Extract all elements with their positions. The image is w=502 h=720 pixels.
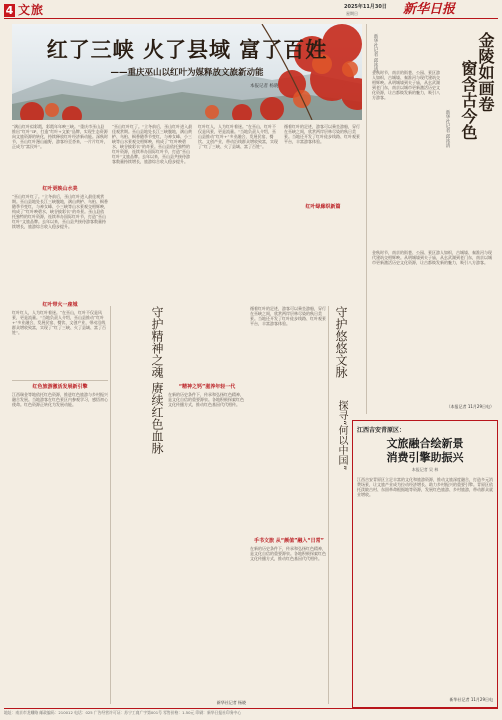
left-intro-text: “满山红叶似彩霞，彩霞年年映三峡。”重庆市巫山县推出“红叶”IP，打造“红叶+文旅”品牌，实现生态资源向文旅资源的转化，持续释放红叶经济新动能。深秋时节，巫山红叶漫山遍野，游客纷至沓来，一片片红叶，正成为“富民叶”。 bbox=[12, 124, 108, 149]
culture-vertical-title-2: 探寻“何以中国” bbox=[336, 400, 347, 471]
right-article-text-lower: 金秋时节，南京的街巷、公园、景区游人如织，古城墙、秦淮河与现代建筑交相辉映。从明城墙到夫子庙，从玄武湖到老门东，南京以城市更新激活历史文化资源，让古都焕发新的魅力，吸引八方游客。 bbox=[372, 250, 492, 265]
left-article-col-2 bbox=[112, 124, 194, 304]
newspaper-logo: 新华日报 bbox=[403, 2, 456, 17]
left-col4-text: 循着红叶的足迹，游客可以乘坐游船，穿行在巫峡之间，欣赏两岸层林尽染的秋日美景。当地还开发了红叶徒步线路、红叶观景平台，丰富游客体验。 bbox=[284, 124, 360, 144]
right-article-credit: 新华社记者 邱冰清 bbox=[373, 34, 378, 72]
culture-vertical-title-1: 守护悠悠文脉 bbox=[334, 306, 348, 378]
right-article-text: 金秋时节，南京的街巷、公园、景区游人如织，古城墙、秦淮河与现代建筑交相辉映。从明城墙到夫子庙，从玄武湖到老门东，南京以城市更新激活历史文化资源，让古都焕发新的魅力，吸引八方游客。 bbox=[372, 70, 440, 100]
column-divider-mid bbox=[110, 306, 111, 704]
column-divider-right bbox=[328, 306, 329, 704]
lead-photo bbox=[12, 24, 362, 120]
lead-byline: 本报记者 杨晓 bbox=[250, 84, 279, 89]
subheading-red-tourism: 红色旅游激活发展新引擎 bbox=[32, 384, 88, 390]
red-tourism-text: 江西瑞金等地依托红色资源，推进红色旅游与乡村振兴融合发展。当地游客在红色景区内参观学习，感悟初心使命。红色资源正转化为发展动能。 bbox=[12, 392, 108, 407]
mid-col3-text: 在新的历史条件下，传承和弘扬红色精神，是文化自信的重要源泉。各地积极探索红色文化传播方式，推动红色基因代代相传。 bbox=[250, 546, 326, 561]
mid-col2-text: 循着红叶的足迹，游客可以乘坐游船，穿行在巫峡之间，欣赏两岸层林尽染的秋日美景。当地还开发了红叶徒步线路、红叶观景平台，丰富游客体验。 bbox=[250, 306, 326, 326]
lead-headline: 红了三峡 火了县域 富了百姓 bbox=[46, 37, 328, 62]
page-number: 4 bbox=[5, 4, 14, 17]
mid-article-col-2 bbox=[250, 306, 328, 536]
issue-weekday: 星期日 bbox=[346, 11, 358, 16]
left-col2-text: “巫山红叶红了。”立冬前后，巫山红叶进入最佳观赏期。巫山县地处长江三峡腹地，满山黄栌、乌桕、枫香随季节变红，与神女峰、小三峡等山水景观交相辉映，构成了“红叶映碧水，峡谷披彩衣”的奇景。巫山县依托独特的红叶资源，连续举办国际红叶节，打造“巫山红叶”文旅品牌。去年以来，巫山县共接待游客数量持续增长，旅游综合收入稳步提升。 bbox=[112, 124, 193, 164]
right-article-body-lower bbox=[372, 250, 494, 410]
boxed-article-title-1: 文旅融合绘新景 bbox=[386, 437, 464, 450]
subheading-city: 红叶带火一座城 bbox=[42, 302, 78, 308]
issue-date: 2025年11月30日 bbox=[344, 4, 387, 10]
left-col3-text: 红叶红人，人为红叶着迷。“在巫山，红叶不仅是风景，更是流量。”当地负责人介绍，巫山县推动“红叶+”多业融合，发展民宿、餐饮、文创产业，带动沿线群众增收致富，实现了“红了三峡、火了县域、富了百姓”。 bbox=[198, 124, 278, 149]
boxed-article-tag: 江西吉安青原区： bbox=[357, 427, 406, 434]
left-article-col-4 bbox=[284, 124, 362, 304]
right-article-endnote: （本报记者 11月29日电） bbox=[446, 404, 494, 409]
left-article-body-2 bbox=[12, 310, 108, 378]
subheading-red-leaves: 红叶更映山水美 bbox=[42, 186, 78, 192]
column-divider bbox=[366, 24, 367, 414]
left-article-col-3 bbox=[198, 124, 280, 304]
boxed-article-text: 江西吉安青原区立足丰富的文化和旅游资源，推动文旅深度融合，打造多元消费场景，让文旅产业成为拉动经济增长、助力乡村振兴的重要引擎。青原区依托渼陂古村、东固革命根据地等资源，发展红色旅游、乡村旅游，带动群众就业增收。 bbox=[357, 477, 493, 497]
rule-red-tourism bbox=[12, 380, 108, 381]
right-article-title-1: 金陵如画卷 bbox=[476, 32, 495, 112]
footer-info: 地址：南京市龙蟠路 邮政编码：210012 电话：025 广告经营许可证：苏宁工商广字第001号 零售价格：1.50元 印刷：新华日报社印务中心 bbox=[4, 710, 242, 715]
left-body-text-1: “巫山红叶红了。”立冬前后，巫山红叶进入最佳观赏期。巫山县地处长江三峡腹地，满山黄栌、乌桕、枫香随季节变红，与神女峰、小三峡等山水景观交相辉映，构成了“红叶映碧水，峡谷披彩衣”的奇景。巫山县依托独特的红叶资源，连续举办国际红叶节，打造“巫山红叶”文旅品牌。去年以来，巫山县共接待游客数量持续增长，旅游综合收入稳步提升。 bbox=[12, 194, 108, 229]
left-article-body-1 bbox=[12, 194, 108, 302]
header-rule bbox=[4, 18, 498, 19]
red-tourism-body bbox=[12, 392, 108, 702]
boxed-article-endnote: 新华社记者 11月29日电 bbox=[449, 697, 493, 702]
mid-article-col-3 bbox=[250, 546, 328, 702]
mid-article-byline: 新华社记者 杨晓 bbox=[216, 700, 246, 705]
lead-subheadline: ——重庆巫山以红叶为媒释放文旅新动能 bbox=[110, 68, 264, 78]
left-body-text-2: 红叶红人，人为红叶着迷。“在巫山，红叶不仅是风景，更是流量。”当地负责人介绍，巫山县推动“红叶+”多业融合，发展民宿、餐饮、文创产业，带动沿线群众增收致富，实现了“红了三峡、火了县域、富了百姓”。 bbox=[12, 310, 107, 335]
mid-vertical-title: 守护精神之魂 赓续红色血脉 bbox=[150, 306, 164, 454]
boxed-article-byline: 本报记者 吴 林 bbox=[411, 467, 439, 472]
footer-rule bbox=[4, 708, 498, 709]
subheading-green-corridor: 红叶绿廊织新篇 bbox=[305, 204, 341, 210]
boxed-article bbox=[352, 420, 498, 708]
mid-article-body bbox=[168, 392, 246, 698]
boxed-article-body bbox=[357, 477, 493, 697]
mid-article-text: 在新的历史条件下，传承和弘扬红色精神，是文化自信的重要源泉。各地积极探索红色文化传播方式，推动红色基因代代相传。 bbox=[168, 392, 244, 407]
subheading-daily-life: 手书文旅 从“颜值”融入“日常” bbox=[254, 538, 324, 544]
right-article-byline: 新华社记者 邱冰清 bbox=[445, 110, 450, 148]
right-article-title-2: 窗含古今色 bbox=[459, 60, 478, 140]
boxed-article-title-2: 消费引擎助振兴 bbox=[386, 451, 464, 464]
left-article-intro bbox=[12, 124, 108, 186]
subheading-spirit: “精神之钙”滋养年轻一代 bbox=[178, 384, 236, 390]
section-title: 文旅 bbox=[18, 3, 45, 17]
